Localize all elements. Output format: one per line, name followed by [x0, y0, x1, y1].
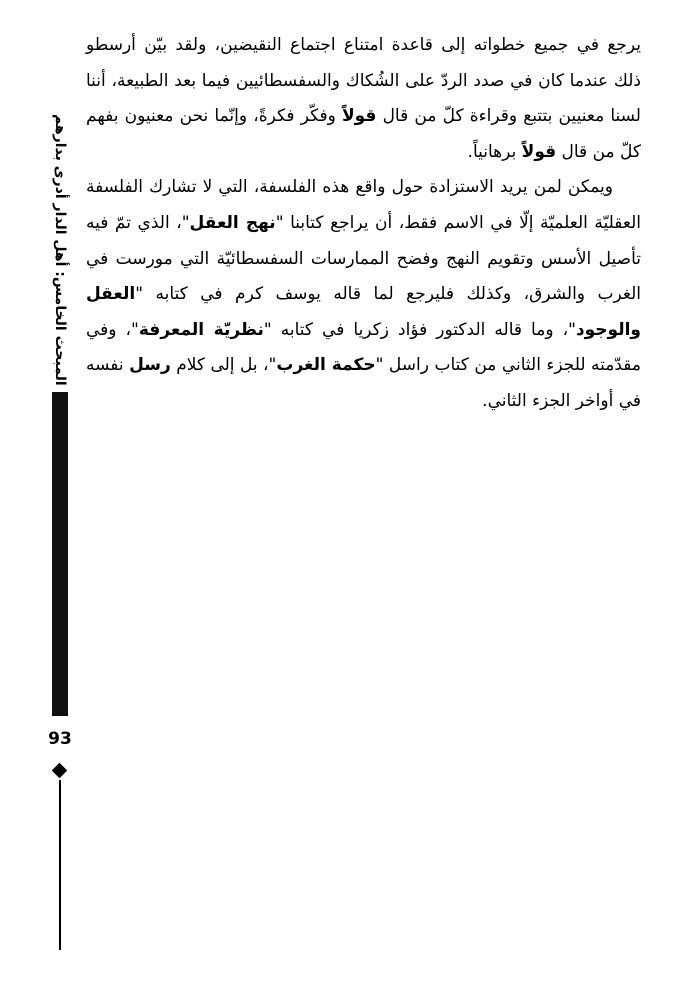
paragraph-1-bold-1: قولاً: [341, 106, 377, 127]
page-number: 93: [48, 729, 72, 749]
paragraph-2-text-3: "، وما قاله الدكتور فؤاد زكريا في كتابه ": [263, 319, 576, 340]
diamond-ornament-icon: [52, 763, 68, 779]
paragraph-2: [86, 170, 641, 419]
paragraph-2-text-4: "، وفي مقدّمته للجزء الثاني من كتاب راسل ": [86, 319, 641, 376]
paragraph-1-text-2: وفكّر فكرةً، وإنّما نحن معنيون بفهم كلّ من قال: [86, 106, 641, 162]
book-title-nahj-al-aql: نهج العقل: [189, 212, 276, 233]
paragraph-1-text-3: برهانياً.: [467, 141, 522, 162]
book-title-hikmat-al-gharb: حكمة الغرب: [276, 355, 376, 376]
vertical-rule: [59, 780, 61, 950]
body-text: [86, 28, 641, 420]
paragraph-2-text-6: نفسه في أواخر الجزء الثاني.: [86, 355, 641, 411]
paragraph-2-text-5: "، بل إلى كلام: [170, 355, 277, 376]
paragraph-1-text-1: يرجع في جميع خطواته إلى قاعدة امتناع اجتماع النقيضين، ولقد بيّن أرسطو ذلك عندما كان في صدد الردّ على الشُكاك والسفسطائيين فيما بعد الطبيعة، أننا لسنا معنيين بتتبع وقراءة كلّ من قال: [86, 35, 641, 127]
book-title-nazariyyat-al-marifa: نظريّة المعرفة: [138, 319, 264, 340]
book-title-al-aql-wal-wujud: العقل والوجود: [86, 284, 641, 340]
running-head: المبحث الخامس: أهل الدار أدرى بدارهم: [52, 114, 68, 386]
paragraph-2-text-1: ويمكن لمن يريد الاستزادة حول واقع هذه الفلسفة، التي لا تشارك الفلسفة العقليّة العلميّة إلّا في الاسم فقط، أن يراجع كتابنا ": [86, 177, 641, 233]
side-decorative-bar: [52, 392, 68, 716]
author-name-russell: رسل: [129, 355, 171, 376]
paragraph-2-text-2: "، الذي تمّ فيه تأصيل الأسس وتقويم النهج وفضح الممارسات السفسطائيّة التي مورست في الغرب والشرق، وكذلك فليرجع لما قاله يوسف كرم في كتابه ": [86, 212, 641, 305]
paragraph-1-bold-2: قولاً: [521, 141, 557, 162]
paragraph-1: [86, 28, 641, 170]
